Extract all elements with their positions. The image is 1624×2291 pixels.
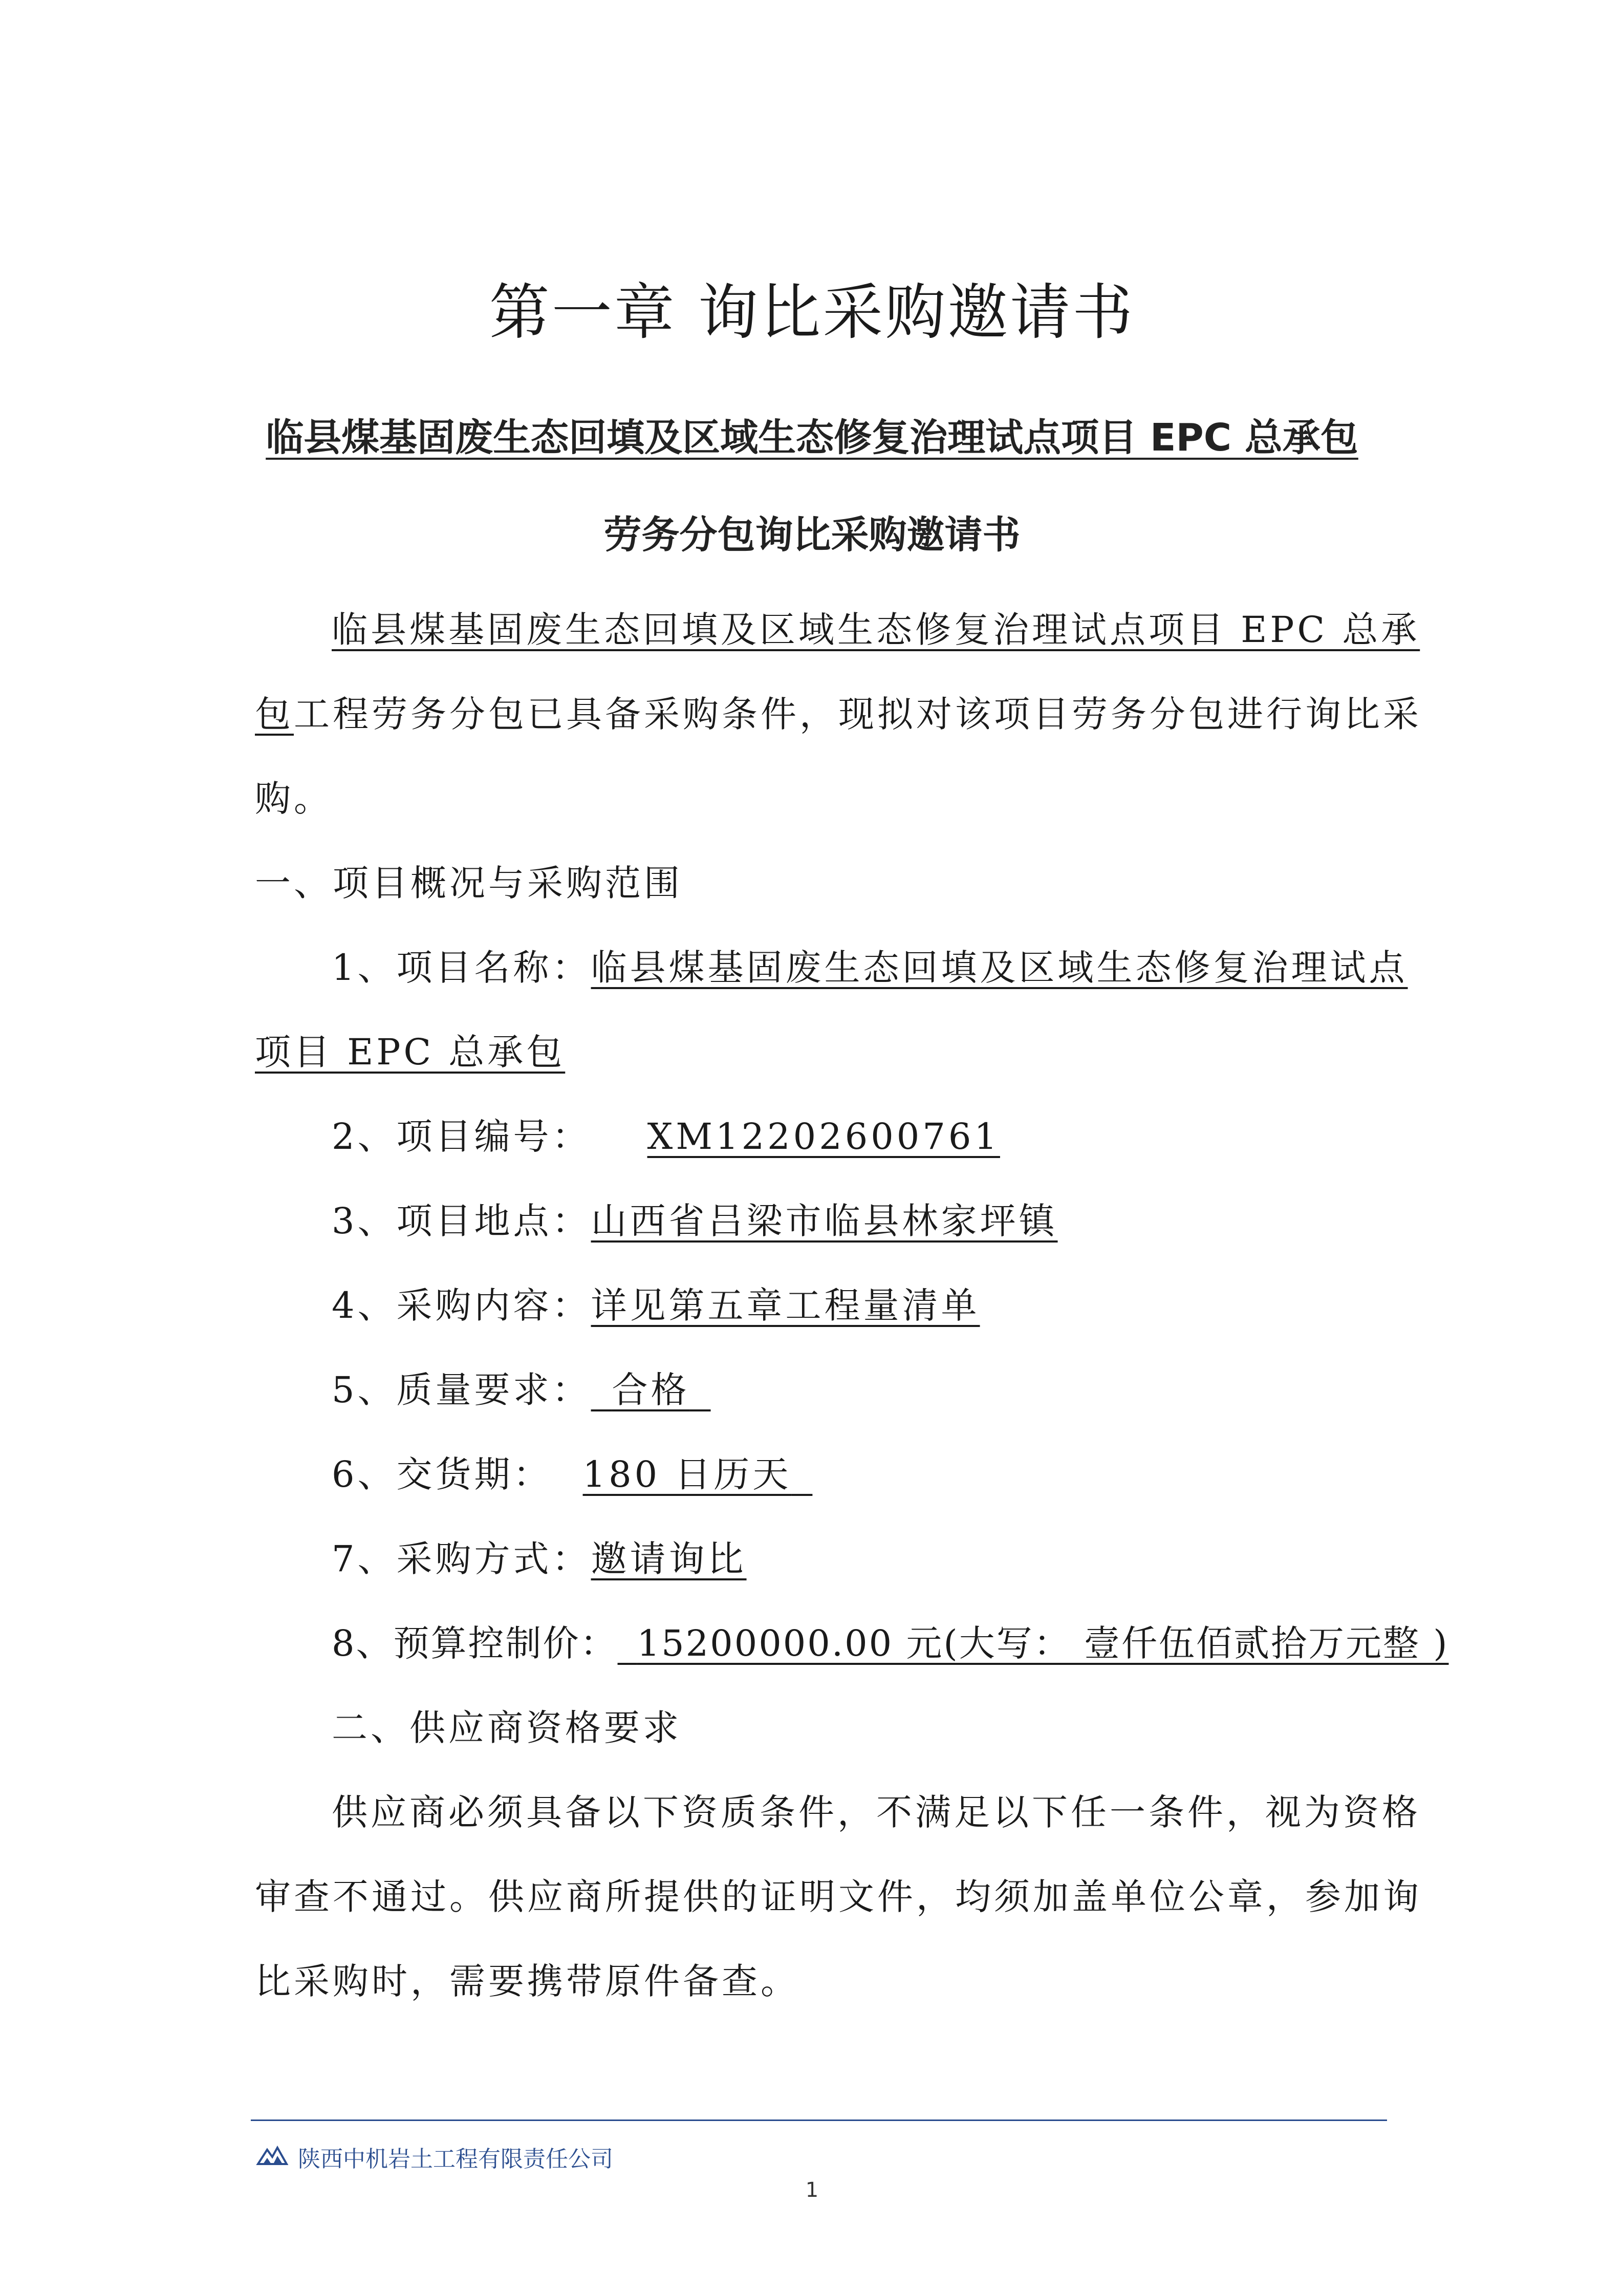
company-name: 陕西中机岩土工程有限责任公司 <box>298 2146 613 2172</box>
page-number: 1 <box>805 2178 819 2202</box>
item-procurement-content <box>332 1277 980 1334</box>
delivery-value: 180 日历天 <box>582 1453 792 1495</box>
project-number-value: XM12202600761 <box>647 1116 1000 1158</box>
section2-heading: 二、供应商资格要求 <box>332 1707 682 1749</box>
procurement-method-value: 邀请询比 <box>591 1538 747 1580</box>
project-location-label: 3、项目地点： <box>332 1200 591 1242</box>
intro-line3: 购。 <box>255 778 333 820</box>
delivery-label: 6、交货期： <box>332 1453 552 1495</box>
footer-divider <box>251 2119 1387 2121</box>
qualification-line3: 比采购时，需要携带原件备查。 <box>255 1960 799 2002</box>
intro-line2 <box>255 686 1422 742</box>
intro-line2-text: 工程劳务分包已具备采购条件，现拟对该项目劳务分包进行询比采 <box>294 693 1422 735</box>
intro-line1 <box>332 602 1420 658</box>
item-project-number <box>332 1108 1000 1165</box>
procurement-content-value: 详见第五章工程量清单 <box>591 1284 980 1326</box>
project-name-value-cont: 项目 EPC 总承包 <box>255 1031 566 1073</box>
item-quality <box>332 1362 711 1418</box>
chapter-title: 第一章 询比采购邀请书 <box>489 277 1135 348</box>
budget-value: 15200000.00 元(大写： 壹仟伍佰贰拾万元整 ) <box>637 1622 1449 1664</box>
procurement-method-label: 7、采购方式： <box>332 1538 591 1580</box>
project-title-line1-text: 临县煤基固废生态回填及区域生态修复治理试点项目 EPC 总承包 <box>266 416 1358 460</box>
intro-project-name-end: 包 <box>255 693 294 735</box>
qualification-line2: 审查不通过。供应商所提供的证明文件，均须加盖单位公章，参加询 <box>255 1876 1422 1918</box>
project-title-line1 <box>0 410 1624 466</box>
item-delivery <box>332 1446 812 1503</box>
item-procurement-method <box>332 1531 747 1587</box>
item-budget <box>332 1615 1449 1672</box>
company-logo-icon <box>256 2143 298 2172</box>
project-name-label: 1、项目名称： <box>332 947 591 989</box>
quality-label: 5、质量要求： <box>332 1369 591 1411</box>
procurement-content-label: 4、采购内容： <box>332 1284 591 1326</box>
project-location-value: 山西省吕梁市临县林家坪镇 <box>591 1200 1058 1242</box>
quality-value: 合格 <box>612 1369 690 1411</box>
project-name-value: 临县煤基固废生态回填及区域生态修复治理试点 <box>591 947 1408 989</box>
section1-heading: 一、项目概况与采购范围 <box>255 862 683 904</box>
project-number-label: 2、项目编号： <box>332 1116 591 1158</box>
item-project-name-cont <box>255 1024 565 1080</box>
item-project-name <box>332 939 1408 996</box>
budget-label: 8、预算控制价： <box>332 1622 618 1664</box>
footer-company <box>256 2139 613 2175</box>
qualification-line1: 供应商必须具备以下资质条件，不满足以下任一条件，视为资格 <box>332 1791 1421 1833</box>
item-project-location <box>332 1193 1058 1249</box>
project-title-line2: 劳务分包询比采购邀请书 <box>603 513 1021 557</box>
intro-project-name: 临县煤基固废生态回填及区域生态修复治理试点项目 EPC 总承 <box>332 609 1420 651</box>
